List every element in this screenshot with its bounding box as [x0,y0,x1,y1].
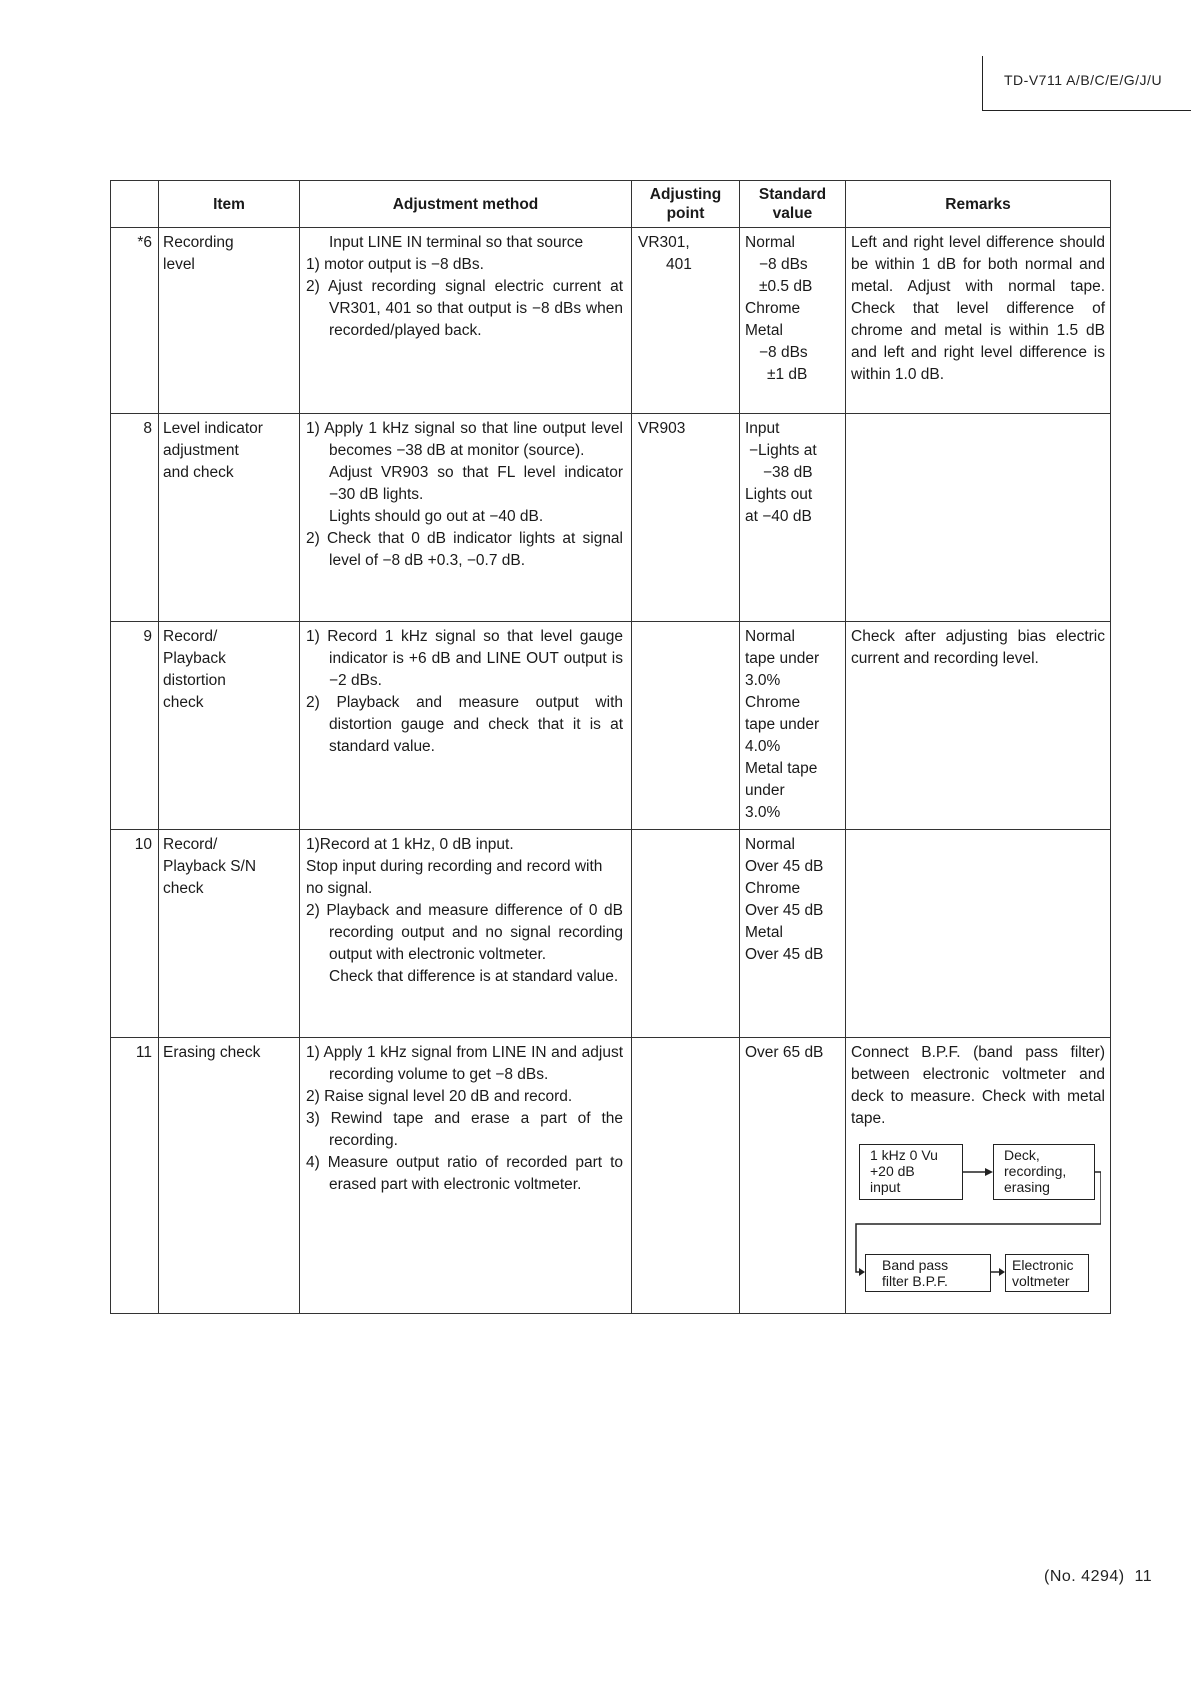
row-item: Erasing check [159,1038,300,1314]
row-method: 1) Apply 1 kHz signal so that line output level becomes −38 dB at monitor (source). Adjust VR903 so that FL level indicator −30 dB lights. Lights should go out at −40 dB. 2) Check that 0 dB indicator lights at signal level of −8 dB +0.3, −0.7 dB. [300,414,632,622]
row-standard: Normal tape under 3.0% Chrome tape under 4.0% Metal tape under 3.0% [740,622,846,830]
row-point: VR903 [632,414,740,622]
input-signal-box: 1 kHz 0 Vu +20 dB input [859,1144,963,1200]
row-number: 8 [111,414,159,622]
table-row [111,228,1111,414]
header-no [111,181,159,228]
adjustment-table [110,180,1111,1314]
row-remarks [846,414,1111,622]
table-header-row [111,181,1111,228]
row-method: Input LINE IN terminal so that source 1) motor output is −8 dBs. 2) Ajust recording signal electric current at VR301, 401 so that output is −8 dBs when recorded/played back. [300,228,632,414]
row-number: 10 [111,830,159,1038]
row-item: Recording level [159,228,300,414]
header-item: Item [159,181,300,228]
row-standard: Input −Lights at −38 dB Lights out at −40 dB [740,414,846,622]
model-number: TD-V711 A/B/C/E/G/J/U [1004,72,1163,88]
row-standard: Over 65 dB [740,1038,846,1314]
connection-diagram [851,1140,1101,1288]
row-remarks [846,830,1111,1038]
deck-box: Deck, recording, erasing [993,1144,1095,1200]
row-number: 11 [111,1038,159,1314]
row-point: VR301, 401 [632,228,740,414]
table-row [111,414,1111,622]
electronic-voltmeter-box: Electronic voltmeter [1005,1254,1089,1292]
row-point [632,622,740,830]
table-row [111,622,1111,830]
header-standard: Standard value [740,181,846,228]
row-point [632,830,740,1038]
table-row [111,830,1111,1038]
row-standard: Normal Over 45 dB Chrome Over 45 dB Metal Over 45 dB [740,830,846,1038]
row-method: 1)Record at 1 kHz, 0 dB input. Stop input during recording and record with no signal. 2) Playback and measure difference of 0 dB recording output and no signal recording output with electronic voltmeter. Check that difference is at standard value. [300,830,632,1038]
band-pass-filter-box: Band pass filter B.P.F. [865,1254,991,1292]
header-point: Adjusting point [632,181,740,228]
row-number: *6 [111,228,159,414]
row-item: Level indicator adjustment and check [159,414,300,622]
table-row [111,1038,1111,1314]
page-number: (No. 4294) 11 [1044,1568,1153,1585]
row-remarks: Left and right level difference should be within 1 dB for both normal and metal. Adjust with normal tape. Check that level difference of chrome and metal is within 1.5 dB and left and right level difference is within 1.0 dB. [846,228,1111,414]
row-method: 1) Record 1 kHz signal so that level gauge indicator is +6 dB and LINE OUT output is −2 dBs. 2) Playback and measure output with distortion gauge and check that it is at standard value. [300,622,632,830]
row-item: Record/ Playback S/N check [159,830,300,1038]
header-method: Adjustment method [300,181,632,228]
row-number: 9 [111,622,159,830]
row-item: Record/ Playback distortion check [159,622,300,830]
row-standard: Normal −8 dBs ±0.5 dB Chrome Metal −8 dBs ±1 dB [740,228,846,414]
row-remarks [846,1038,1111,1314]
erasing-remarks-text: Connect B.P.F. (band pass filter) between electronic voltmeter and deck to measure. Check with metal tape. [851,1044,1105,1127]
row-point [632,1038,740,1314]
row-method: 1) Apply 1 kHz signal from LINE IN and adjust recording volume to get −8 dBs. 2) Raise signal level 20 dB and record. 3) Rewind tape and erase a part of the recording. 4) Measure output ratio of recorded part to erased part with electronic voltmeter. [300,1038,632,1314]
row-remarks: Check after adjusting bias electric current and recording level. [846,622,1111,830]
header-remarks: Remarks [846,181,1111,228]
